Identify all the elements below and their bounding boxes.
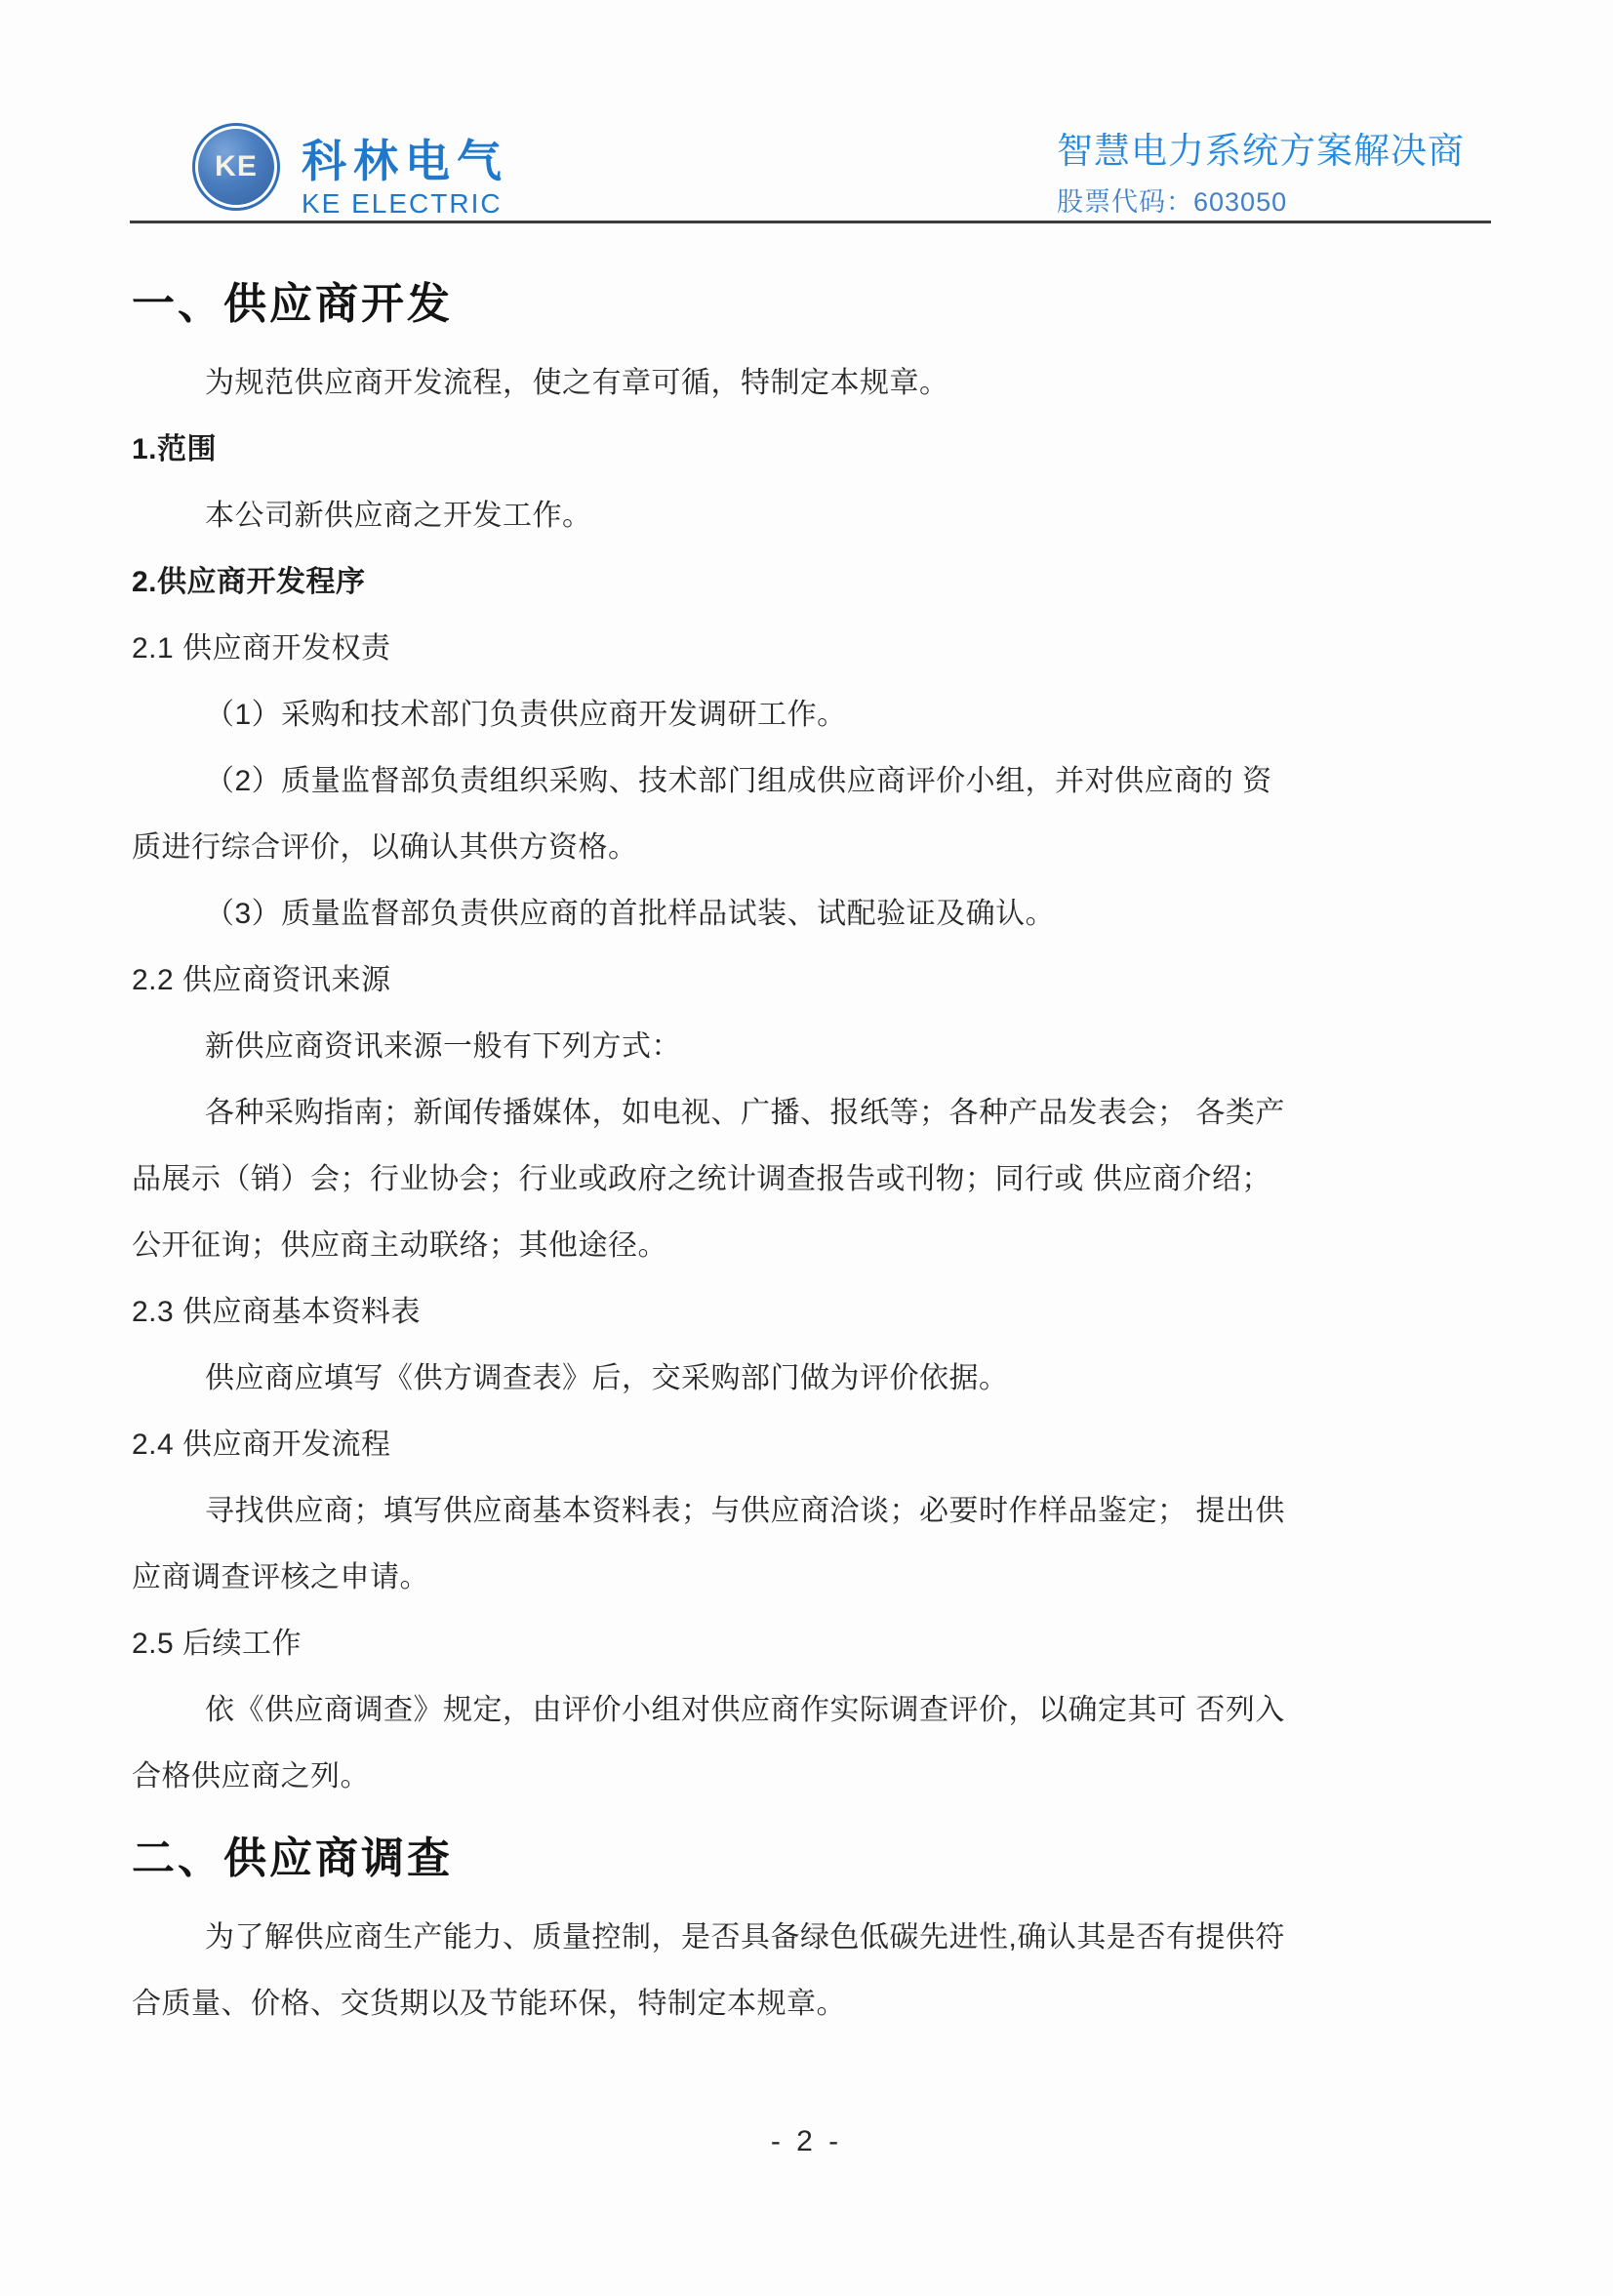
paragraph-line: 应商调查评核之申请。 xyxy=(132,1561,429,1593)
document-body xyxy=(132,222,1454,2037)
logo-text xyxy=(302,123,508,220)
ke-logo-icon xyxy=(192,123,280,211)
paragraph-line: 供应商应填写《供方调查表》后，交采购部门做为评价依据。 xyxy=(205,1362,1009,1394)
paragraph-line: 为规范供应商开发流程，使之有章可循，特制定本规章。 xyxy=(205,367,949,399)
company-name-en: KE ELECTRIC xyxy=(302,187,503,219)
section-heading-2: 二、供应商调查 xyxy=(132,1834,453,1882)
paragraph-line: 为了解供应商生产能力、质量控制，是否具备绿色低碳先进性,确认其是否有提供符 xyxy=(205,1921,1285,1954)
subsection-heading: 2.4 供应商开发流程 xyxy=(132,1429,391,1461)
subsection-heading: 2.2 供应商资讯来源 xyxy=(132,964,391,996)
paragraph-line: 本公司新供应商之开发工作。 xyxy=(205,500,592,532)
page-header xyxy=(0,0,1613,222)
stock-code: 股票代码：603050 xyxy=(1057,187,1288,218)
logo-monogram: KE xyxy=(215,150,258,182)
paragraph-line: 合质量、价格、交货期以及节能环保，特制定本规章。 xyxy=(132,1988,846,2020)
section-heading-1: 一、供应商开发 xyxy=(132,280,453,328)
subsection-heading: 1.范围 xyxy=(132,433,218,465)
subsection-heading: 2.供应商开发程序 xyxy=(132,566,366,598)
paragraph-line: 寻找供应商；填写供应商基本资料表；与供应商洽谈；必要时作样品鉴定； 提出供 xyxy=(205,1495,1285,1527)
page-number: - 2 - xyxy=(770,2125,843,2157)
subsection-heading: 2.1 供应商开发权责 xyxy=(132,632,391,665)
header-right xyxy=(1057,130,1467,219)
list-item: （2）质量监督部负责组织采购、技术部门组成供应商评价小组，并对供应商的 资 xyxy=(205,765,1272,797)
subsection-heading: 2.3 供应商基本资料表 xyxy=(132,1296,422,1328)
paragraph-line: 质进行综合评价，以确认其供方资格。 xyxy=(132,831,638,864)
company-name-cn: 科林电气 xyxy=(302,136,508,186)
paragraph-line: 新供应商资讯来源一般有下列方式： xyxy=(205,1030,681,1063)
list-item: （3）质量监督部负责供应商的首批样品试装、试配验证及确认。 xyxy=(205,898,1056,930)
company-logo xyxy=(192,123,508,220)
subsection-heading: 2.5 后续工作 xyxy=(132,1628,302,1660)
paragraph-line: 品展示（销）会；行业协会；行业或政府之统计调查报告或刊物；同行或 供应商介绍； xyxy=(132,1163,1271,1195)
paragraph-line: 各种采购指南；新闻传播媒体，如电视、广播、报纸等；各种产品发表会； 各类产 xyxy=(205,1097,1285,1129)
paragraph-line: 依《供应商调查》规定，由评价小组对供应商作实际调查评价，以确定其可 否列入 xyxy=(205,1694,1285,1726)
list-item: （1）采购和技术部门负责供应商开发调研工作。 xyxy=(205,699,847,731)
company-slogan: 智慧电力系统方案解决商 xyxy=(1057,131,1465,171)
paragraph-line: 公开征询；供应商主动联络；其他途径。 xyxy=(132,1229,667,1262)
paragraph-line: 合格供应商之列。 xyxy=(132,1760,370,1792)
